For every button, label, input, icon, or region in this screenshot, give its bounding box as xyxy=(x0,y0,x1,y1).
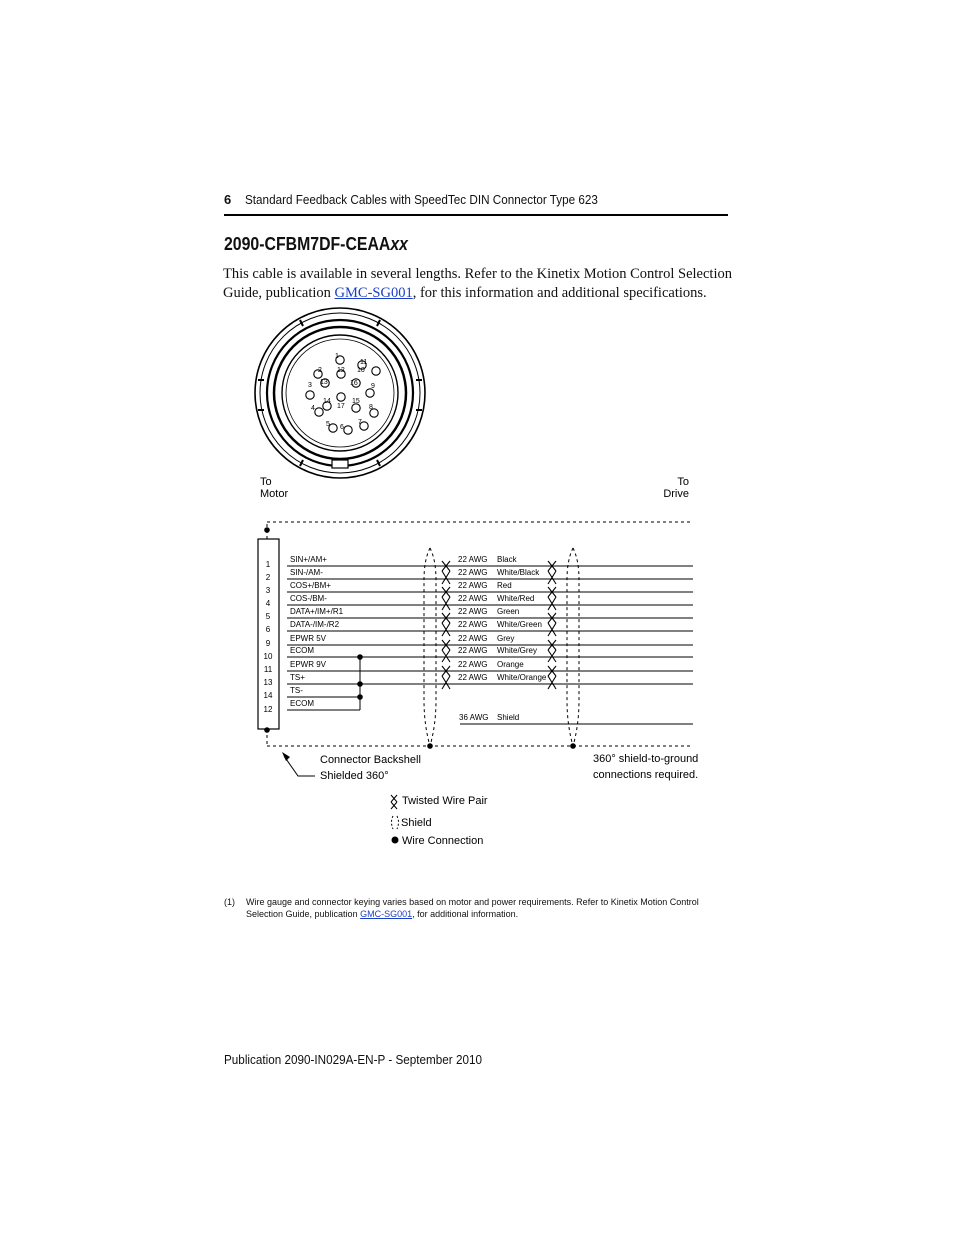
pin-number: 11 xyxy=(263,665,273,674)
pin-label: 12 xyxy=(337,367,345,374)
pin-label: 7 xyxy=(358,419,362,426)
shield-color: Shield xyxy=(497,713,520,722)
legend-twisted: Twisted Wire Pair xyxy=(402,795,488,807)
section-title-suffix: xx xyxy=(390,234,408,254)
signal-label: TS+ xyxy=(290,673,305,682)
shield-gauge: 36 AWG xyxy=(459,713,489,722)
shield-icon xyxy=(392,816,399,829)
pin-number: 4 xyxy=(265,599,271,608)
wire-connection-dot xyxy=(357,681,363,687)
wire-gauge: 22 AWG xyxy=(458,673,488,682)
footnote-text xyxy=(246,896,736,920)
wire-color: White/Grey xyxy=(497,646,538,655)
twisted-pair-mark xyxy=(548,666,556,689)
ground-note: 360° shield-to-ground xyxy=(593,753,699,765)
signal-label: DATA-/IM-/R2 xyxy=(290,620,340,629)
intro-text-after: , for this information and additional specifications. xyxy=(412,285,707,301)
signal-label: ECOM xyxy=(290,646,314,655)
twisted-pair-icon xyxy=(391,795,397,809)
twisted-pair-mark xyxy=(442,640,450,662)
twisted-pair-mark xyxy=(442,587,450,610)
backshell-callout-line xyxy=(284,756,315,776)
to-drive-label: To xyxy=(677,476,689,488)
wire-color: Black xyxy=(497,555,517,564)
page-number: 6 xyxy=(224,192,232,207)
to-motor-label: Motor xyxy=(260,488,289,500)
pin-number: 10 xyxy=(263,652,273,661)
pin-label: 15 xyxy=(352,398,360,405)
pin-label: 10 xyxy=(357,367,365,374)
signal-label: SIN+/AM+ xyxy=(290,555,327,564)
signal-label: TS- xyxy=(290,686,303,695)
pin-label: 8 xyxy=(369,404,373,411)
legend xyxy=(391,795,488,847)
wire-gauge: 22 AWG xyxy=(458,555,488,564)
signal-label: EPWR 9V xyxy=(290,660,327,669)
footnote-number: (1) xyxy=(224,897,235,907)
ground-note: connections required. xyxy=(593,769,699,781)
wire-color: White/Black xyxy=(497,568,540,577)
pin-number: 14 xyxy=(263,691,273,700)
pin-label: 17 xyxy=(337,403,345,410)
wire-gauge: 22 AWG xyxy=(458,607,488,616)
pin-number: 9 xyxy=(265,639,271,648)
wire-gauge: 22 AWG xyxy=(458,581,488,590)
twisted-pair-mark xyxy=(442,561,450,584)
twisted-pair-mark xyxy=(548,640,556,662)
wire-color: White/Orange xyxy=(497,673,547,682)
pin-number: 3 xyxy=(265,586,271,595)
footnote-text-after: , for additional information. xyxy=(412,909,519,919)
signal-label: ECOM xyxy=(290,699,314,708)
wire-connection-icon xyxy=(392,837,399,844)
pin-label: 16 xyxy=(350,380,358,387)
wire-gauge: 22 AWG xyxy=(458,568,488,577)
signal-label: COS+/BM+ xyxy=(290,581,331,590)
wire-gauge: 22 AWG xyxy=(458,660,488,669)
twisted-pair-mark xyxy=(548,561,556,584)
signal-label: EPWR 5V xyxy=(290,634,327,643)
twisted-pair-mark xyxy=(548,587,556,610)
signal-label: DATA+/IM+/R1 xyxy=(290,607,344,616)
pin-number: 5 xyxy=(265,612,271,621)
wire-color: Red xyxy=(497,581,512,590)
twisted-pair-mark xyxy=(548,613,556,636)
pin-label: 4 xyxy=(311,405,315,412)
wire-connection-dot xyxy=(357,654,363,660)
pin-label: 6 xyxy=(340,424,344,431)
pin-number: 13 xyxy=(263,678,273,687)
wires xyxy=(287,566,693,724)
pin-label: 11 xyxy=(360,359,368,366)
wire-gauge: 22 AWG xyxy=(458,646,488,655)
publication-footer: Publication 2090-IN029A-EN-P - September 2010 xyxy=(224,1052,482,1067)
wire-connection-dot xyxy=(357,694,363,700)
pin-number: 2 xyxy=(265,573,271,582)
running-header: Standard Feedback Cables with SpeedTec DIN Connector Type 623 xyxy=(245,192,598,207)
pin-label: 9 xyxy=(371,383,375,390)
pin-label: 1 xyxy=(335,353,339,360)
legend-shield: Shield xyxy=(401,817,432,829)
gmc-sg001-link[interactable]: GMC-SG001 xyxy=(334,285,413,301)
pin-number: 12 xyxy=(263,705,273,714)
pin-number: 1 xyxy=(265,560,271,569)
signal-label: SIN-/AM- xyxy=(290,568,323,577)
wire-gauge: 22 AWG xyxy=(458,620,488,629)
wire-color: White/Green xyxy=(497,620,542,629)
signal-label: COS-/BM- xyxy=(290,594,327,603)
connector-face xyxy=(255,308,425,478)
twisted-pair-mark xyxy=(442,666,450,689)
wire-gauge: 22 AWG xyxy=(458,594,488,603)
intro-text-before: This cable is available in several lengths. Refer to the Kinetix Motion Control Selection Guide, publication xyxy=(223,266,732,301)
to-motor-label: To xyxy=(260,476,272,488)
to-drive-label: Drive xyxy=(663,488,689,500)
pin-label: 2 xyxy=(318,367,322,374)
wire-color: Orange xyxy=(497,660,524,669)
backshell-label: Connector Backshell xyxy=(320,754,421,766)
pin-label: 14 xyxy=(323,398,331,405)
wire-color: White/Red xyxy=(497,594,535,603)
pin-label: 5 xyxy=(326,421,330,428)
pin-label: 13 xyxy=(320,379,328,386)
section-title-main: 2090-CFBM7DF-CEAA xyxy=(224,234,391,254)
legend-wire-connection: Wire Connection xyxy=(402,835,484,847)
wire-color: Grey xyxy=(497,634,515,643)
footnote-text-before: Wire gauge and connector keying varies based on motor and power requirements. Refer to Kinetix Motion Control Selection Guide, publication xyxy=(246,897,699,919)
wire-color: Green xyxy=(497,607,520,616)
backshell-label: Shielded 360° xyxy=(320,770,389,782)
twisted-pair-mark xyxy=(442,613,450,636)
pin-number: 6 xyxy=(265,625,271,634)
pin-label: 3 xyxy=(308,382,312,389)
wire-gauge: 22 AWG xyxy=(458,634,488,643)
footnote-gmc-sg001-link[interactable]: GMC-SG001 xyxy=(360,909,413,919)
